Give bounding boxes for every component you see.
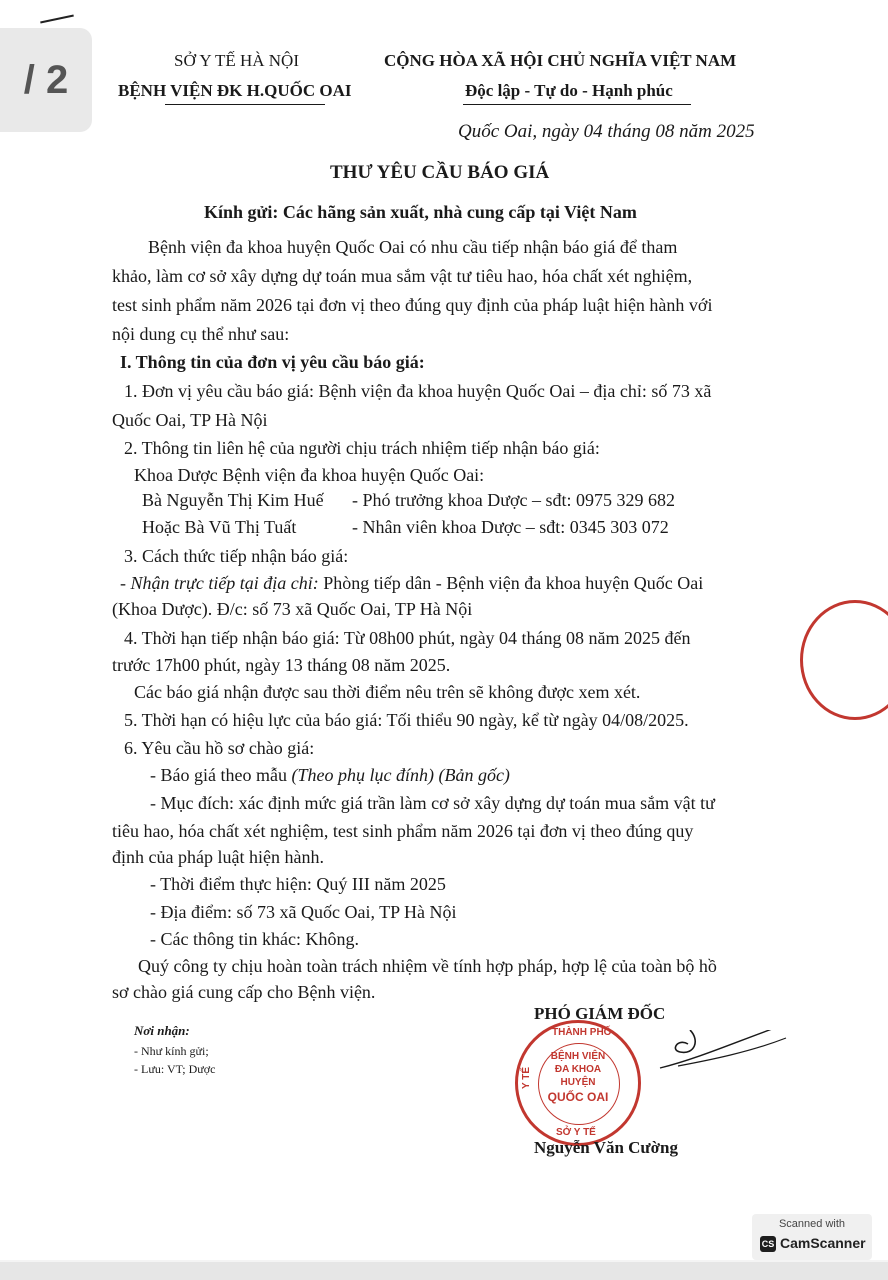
item-2-department: Khoa Dược Bệnh viện đa khoa huyện Quốc Oai: bbox=[134, 465, 485, 485]
item-4-note: Các báo giá nhận được sau thời điểm nêu trên sẽ không được xem xét. bbox=[134, 682, 641, 702]
date-line: Quốc Oai, ngày 04 tháng 08 năm 2025 bbox=[458, 121, 755, 142]
contact-2-role: - Nhân viên khoa Dược – sđt: 0345 303 072 bbox=[352, 517, 669, 537]
ministry-name: SỞ Y TẾ HÀ NỘI bbox=[174, 51, 299, 70]
item-6-b-line-2: tiêu hao, hóa chất xét nghiệm, test sinh phẩm năm 2026 tại đơn vị theo đúng quy bbox=[112, 821, 694, 841]
item-6-d: - Địa điểm: số 73 xã Quốc Oai, TP Hà Nội bbox=[150, 902, 457, 922]
national-title: CỘNG HÒA XÃ HỘI CHỦ NGHĨA VIỆT NAM bbox=[384, 51, 737, 70]
item-6-b-line-3: định của pháp luật hiện hành. bbox=[112, 847, 324, 867]
intro-line-1: Bệnh viện đa khoa huyện Quốc Oai có nhu cầu tiếp nhận báo giá để tham bbox=[148, 237, 678, 257]
item-1-line-1: 1. Đơn vị yêu cầu báo giá: Bệnh viện đa khoa huyện Quốc Oai – địa chỉ: số 73 xã bbox=[124, 381, 712, 401]
national-motto: Độc lập - Tự do - Hạnh phúc bbox=[465, 81, 673, 100]
closing-line-2: sơ chào giá cung cấp cho Bệnh viện. bbox=[112, 982, 376, 1002]
item-6: 6. Yêu cầu hồ sơ chào giá: bbox=[124, 738, 315, 758]
seal-left-arc: Y TẾ bbox=[521, 1067, 532, 1090]
item-3-detail-italic: - Nhận trực tiếp tại địa chỉ: bbox=[120, 573, 319, 593]
item-3-detail-rest: Phòng tiếp dân - Bệnh viện đa khoa huyện Quốc Oai bbox=[318, 573, 704, 593]
item-2: 2. Thông tin liên hệ của người chịu trách nhiệm tiếp nhận báo giá: bbox=[124, 438, 600, 458]
recipient-line: Kính gửi: Các hãng sản xuất, nhà cung cấp tại Việt Nam bbox=[204, 202, 637, 222]
closing-line-1: Quý công ty chịu hoàn toàn trách nhiệm về tính hợp pháp, hợp lệ của toàn bộ hồ bbox=[138, 956, 717, 976]
recipients-heading: Nơi nhận: bbox=[134, 1023, 190, 1038]
item-3-detail-line-2: (Khoa Dược). Đ/c: số 73 xã Quốc Oai, TP Hà Nội bbox=[112, 599, 473, 619]
hospital-name: BỆNH VIỆN ĐK H.QUỐC OAI bbox=[118, 81, 352, 100]
item-6-a-prefix: - Báo giá theo mẫu bbox=[150, 765, 292, 785]
recipient-2: - Lưu: VT; Dược bbox=[134, 1062, 216, 1076]
bottom-strip bbox=[0, 1262, 888, 1280]
page-number-badge: / 2 bbox=[0, 28, 92, 132]
item-5: 5. Thời hạn có hiệu lực của báo giá: Tối thiểu 90 ngày, kể từ ngày 04/08/2025. bbox=[124, 710, 689, 730]
hospital-name-underline bbox=[165, 104, 325, 105]
document-title: THƯ YÊU CẦU BÁO GIÁ bbox=[330, 162, 550, 183]
contact-1-role: - Phó trưởng khoa Dược – sđt: 0975 329 682 bbox=[352, 490, 676, 510]
signer-title: PHÓ GIÁM ĐỐC bbox=[534, 1004, 666, 1023]
contact-2-name: Hoặc Bà Vũ Thị Tuất bbox=[142, 517, 297, 537]
seal-line-1: BỆNH VIỆN bbox=[550, 1051, 606, 1062]
item-6-b-line-1: - Mục đích: xác định mức giá trần làm cơ sở xây dựng dự toán mua sắm vật tư bbox=[150, 793, 715, 813]
camscanner-caption: Scanned with bbox=[778, 1218, 846, 1230]
intro-line-4: nội dung cụ thể như sau: bbox=[112, 324, 290, 344]
item-3-detail bbox=[120, 572, 703, 594]
item-6-c: - Thời điểm thực hiện: Quý III năm 2025 bbox=[150, 874, 446, 894]
item-4-line-1: 4. Thời hạn tiếp nhận báo giá: Từ 08h00 phút, ngày 04 tháng 08 năm 2025 đến bbox=[124, 628, 691, 648]
camscanner-brand: CamScanner bbox=[780, 1235, 866, 1251]
item-6-e: - Các thông tin khác: Không. bbox=[150, 929, 359, 949]
seal-line-3: HUYỆN bbox=[560, 1077, 596, 1088]
seal-line-4: QUỐC OAI bbox=[547, 1090, 609, 1104]
item-6-a-italic: (Theo phụ lục đính) (Bản gốc) bbox=[291, 765, 510, 785]
item-4-line-2: trước 17h00 phút, ngày 13 tháng 08 năm 2025. bbox=[112, 655, 451, 675]
item-6-a bbox=[150, 764, 510, 786]
section-1-heading: I. Thông tin của đơn vị yêu cầu báo giá: bbox=[120, 352, 425, 372]
item-1-line-2: Quốc Oai, TP Hà Nội bbox=[112, 410, 268, 430]
official-seal bbox=[515, 1020, 641, 1146]
camscanner-logo-icon: CS bbox=[760, 1236, 776, 1252]
camscanner-watermark bbox=[752, 1214, 872, 1260]
motto-underline bbox=[463, 104, 691, 105]
seal-bottom-arc: SỞ Y TẾ bbox=[556, 1127, 596, 1138]
intro-line-3: test sinh phẩm năm 2026 tại đơn vị theo đúng quy định của pháp luật hiện hành với bbox=[112, 295, 713, 315]
seal-line-2: ĐA KHOA bbox=[554, 1064, 602, 1075]
item-3: 3. Cách thức tiếp nhận báo giá: bbox=[124, 546, 349, 566]
recipient-1: - Như kính gửi; bbox=[134, 1044, 209, 1058]
signer-name: Nguyễn Văn Cường bbox=[534, 1138, 679, 1157]
contact-1-name: Bà Nguyễn Thị Kim Huế bbox=[142, 490, 324, 510]
seal-top-arc: THÀNH PHỐ bbox=[552, 1027, 612, 1038]
intro-line-2: khảo, làm cơ sở xây dựng dự toán mua sắm vật tư tiêu hao, hóa chất xét nghiệm, bbox=[112, 266, 693, 286]
